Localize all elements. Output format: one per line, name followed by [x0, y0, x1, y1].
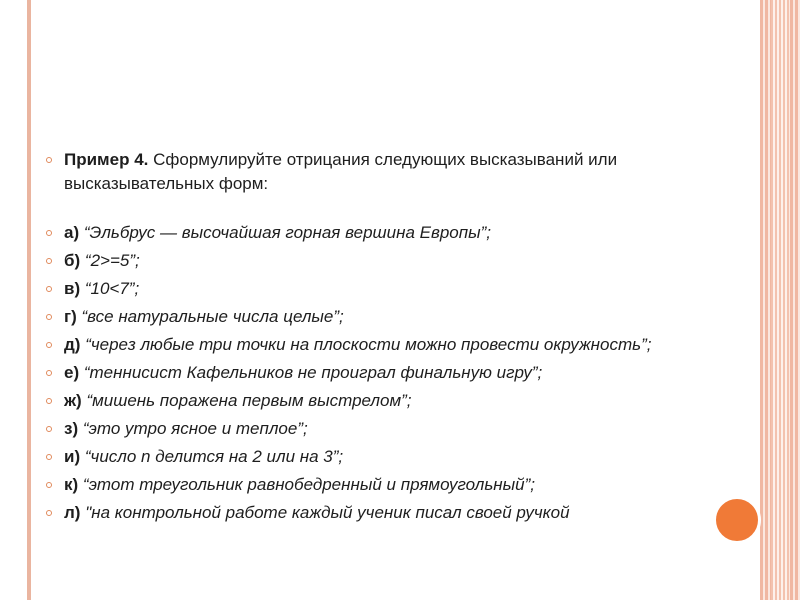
item-text: “2>=5”;	[84, 251, 140, 270]
list-item	[46, 445, 706, 469]
intro-paragraph	[46, 148, 706, 196]
item-letter: е)	[64, 363, 80, 382]
item-letter: а)	[64, 223, 80, 242]
item-text: “через любые три точки на плоскости можно провести окружность”;	[85, 335, 652, 354]
intro-label: Пример 4.	[64, 150, 149, 169]
item-text: "на контрольной работе каждый ученик писал своей ручкой	[85, 503, 570, 522]
item-letter: в)	[64, 279, 81, 298]
list-item	[46, 389, 706, 413]
negation-list	[46, 221, 706, 525]
item-text: “Эльбрус — высочайшая горная вершина Европы”;	[83, 223, 491, 242]
item-letter: и)	[64, 447, 81, 466]
item-letter: л)	[64, 503, 81, 522]
list-item	[46, 333, 706, 357]
list-item	[46, 221, 706, 245]
bullet-icon	[46, 230, 52, 236]
list-item	[46, 249, 706, 273]
bullet-icon	[46, 286, 52, 292]
bullet-icon	[46, 454, 52, 460]
intro-text: Сформулируйте отрицания следующих высказываний или высказывательных форм:	[64, 150, 618, 193]
right-decorative-bar-inner	[771, 0, 789, 600]
bullet-icon	[46, 510, 52, 516]
item-text: “это утро ясное и теплое”;	[82, 419, 308, 438]
list-item	[46, 417, 706, 441]
bullet-icon	[46, 314, 52, 320]
list-item	[46, 277, 706, 301]
bullet-icon	[46, 370, 52, 376]
item-text: “этот треугольник равнобедренный и прямоугольный”;	[82, 475, 535, 494]
bullet-icon	[46, 342, 52, 348]
list-item	[46, 305, 706, 329]
item-text: “число n делится на 2 или на 3”;	[84, 447, 344, 466]
item-text: “все натуральные числа целые”;	[81, 307, 344, 326]
item-text: “мишень поражена первым выстрелом”;	[86, 391, 412, 410]
list-item	[46, 473, 706, 497]
item-letter: з)	[64, 419, 79, 438]
left-border-line	[27, 0, 31, 600]
bullet-icon	[46, 398, 52, 404]
bullet-icon	[46, 426, 52, 432]
item-letter: б)	[64, 251, 81, 270]
list-item	[46, 361, 706, 385]
item-letter: г)	[64, 307, 77, 326]
bullet-icon	[46, 482, 52, 488]
slide-content	[46, 148, 706, 529]
item-letter: д)	[64, 335, 81, 354]
bullet-icon	[46, 157, 52, 163]
bullet-icon	[46, 258, 52, 264]
list-item	[46, 501, 706, 525]
orange-circle-decoration	[713, 496, 761, 544]
item-text: “теннисист Кафельников не проиграл финальную игру”;	[83, 363, 543, 382]
item-text: “10<7”;	[84, 279, 140, 298]
item-letter: ж)	[64, 391, 82, 410]
item-letter: к)	[64, 475, 79, 494]
